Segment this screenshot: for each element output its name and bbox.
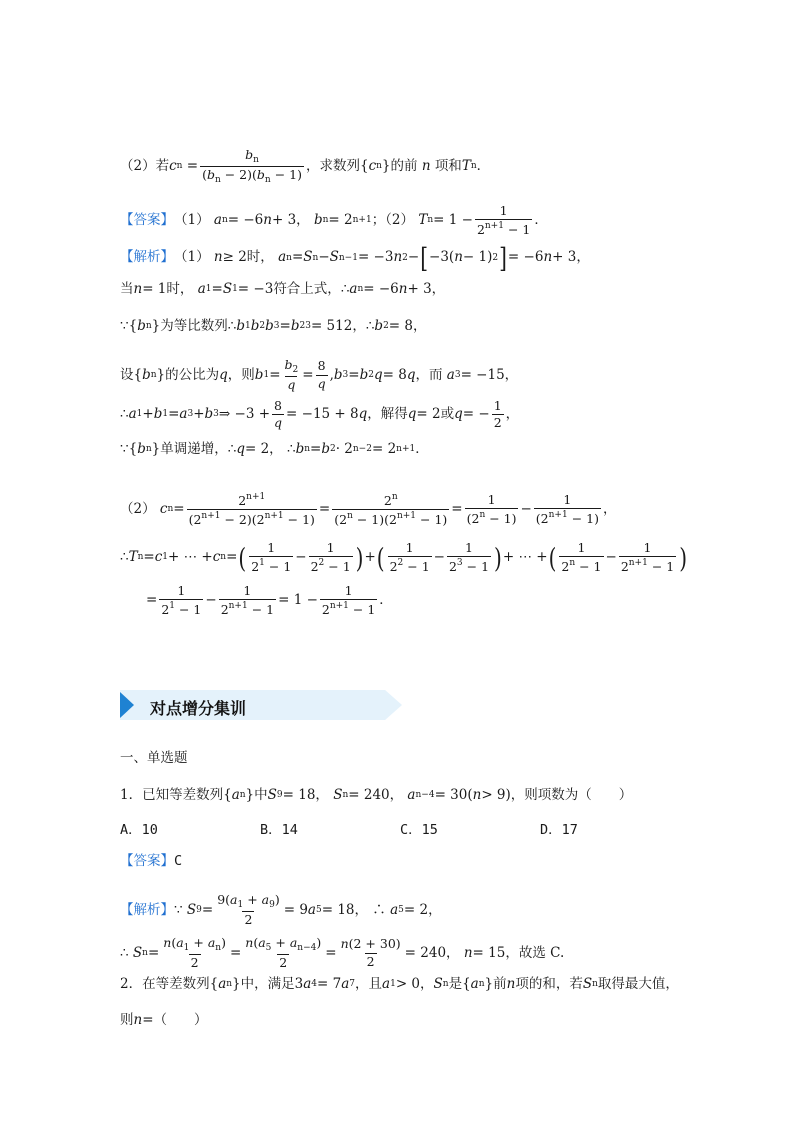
option-c: C．15	[400, 822, 438, 838]
solution-tag: 【解析】	[120, 249, 174, 266]
solution-line-6: ∵ { b n } 单调递增， ∴ q = 2， ∴ b n = b 2 · 2 n−2 = 2 n+1 ．	[120, 441, 429, 457]
solution-line-7: （2） c n = $\frac{2^{n+1}}{(2^{n+1} - 2)(2^{n+1} - 1)}$ = $\frac{2^n}{(2^n - 1)(2^{n+1} - 1)}$ = $\frac{1}{(2^n - 1)}$ − $\frac{1}{(2^{n+1} - 1)}$ ，	[120, 492, 617, 528]
section-banner	[120, 690, 402, 720]
solution-line-3: ∵ { b n } 为等比数列 ∴ b 1 b 2 b 3 = b 2 3 = 512 ， ∴ b 2 = 8，	[120, 318, 427, 334]
question-2-cont: 则 n = （ ）	[120, 1012, 208, 1028]
solution-line-2: 当 n = 1 时， a 1 = S 1 = −3 符合上式， ∴ a n = −6 n + 3，	[120, 281, 446, 297]
answer-tag: 【答案】	[120, 212, 174, 229]
option-b: B．14	[260, 822, 298, 838]
solution-line-9: = $\frac{1}{2^1 - 1}$ − $\frac{1}{2^{n+1} - 1}$ = 1 − $\frac{1}{2^{n+1} - 1}$ ．	[146, 583, 393, 618]
question-1: 1．已知等差数列 { a n } 中 S 9 = 18， S n = 240， a n−4 = 30( n > 9) ，则项数为（ ）	[120, 787, 633, 803]
question-2: 2．在等差数列 { a n } 中，满足 3 a 4 = 7 a 7 ，且 a 1 > 0 ， S n 是 { a n } 前 n 项的和，若 S n 取得最大值，	[120, 976, 679, 992]
question-1-solution-2: ∴ S n = $\frac{n(a_1 + a_n)}{2}$ = $\frac{n(a_5 + a_{n-4})}{2}$ = $\frac{n(2 + 30)}{2}$ = 240， n = 15 ，故选 C.	[120, 935, 565, 971]
answer-tag: 【答案】	[120, 853, 174, 869]
section-title: 对点增分集训	[150, 699, 247, 718]
banner-arrow-icon	[120, 692, 134, 718]
solution-line-1: 【解析】 （1） n ≥ 2 时， a n = S n − S n−1 = −3 n 2 − [ −3( n − 1) 2 ] = −6 n + 3，	[120, 241, 590, 275]
question-1-answer: 【答案】 C	[120, 853, 183, 869]
question-1-options	[120, 824, 680, 838]
solution-line-4: 设 { b n } 的公比为 q ，则 b 1 = $\frac{b_2}{q}$ = $\frac{8}{q}$ , b 3 = b 2 q = 8 q ，而 a 3 = −15，	[120, 357, 519, 393]
option-a: A．10	[120, 822, 158, 838]
question-type: 一、单选题	[120, 750, 188, 766]
option-d: D．17	[540, 822, 578, 838]
solution-tag: 【解析】	[120, 901, 174, 918]
part2-question: （2）若 c n = $\frac{b_n}{(b_n - 2)(b_n - 1)}$ ，求数列 { c n } 的前 n 项和 T n ．	[120, 147, 491, 186]
solution-line-8: ∴ T n = c 1 + ⋯ + c n = ( $\frac{1}{2^1 - 1}$ − $\frac{1}{2^2 - 1}$ ) + ( $\frac{1}{2^2 - 1}$ − $\frac{1}{2^3 - 1}$ ) + ⋯ + ( $\frac{1}{2^n - 1}$ − $\frac{1}{2^{n+1} - 1}$ )	[120, 540, 688, 575]
question-1-solution-1: 【解析】 ∵ S 9 = $\frac{9(a_1 + a_9)}{2}$ = 9 a 5 = 18， ∴ a 5 = 2，	[120, 892, 442, 928]
answer-line-1: 【答案】 （1） a n = −6 n + 3， b n = 2 n+1 ；（2） T n = 1 − $\frac{1}{2^{n+1} - 1}$ ．	[120, 203, 548, 238]
solution-line-5: ∴ a 1 + b 1 = a 3 + b 3 ⇒ −3 + $\frac{8}{q}$ = −15 + 8 q ，解得 q = 2 或 q = − $\frac{1}{2}$ ，	[120, 398, 520, 431]
